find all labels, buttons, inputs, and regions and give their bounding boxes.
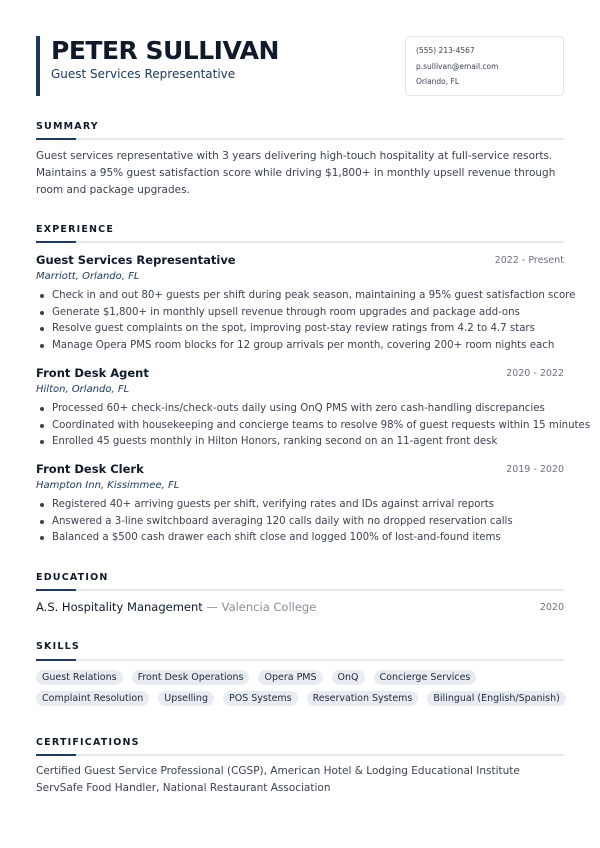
job-bullet: Balanced a $500 cash drawer each shift close and logged 100% of lost-and-found items [36,530,564,547]
skill-chip: Opera PMS [258,670,322,685]
section-title-certifications: CERTIFICATIONS [36,737,140,748]
contact-email: p.sullivan@email.com [416,62,499,71]
skill-chip: Bilingual (English/Spanish) [427,691,565,706]
header-accent-bar [36,36,40,96]
job-bullet: Resolve guest complaints on the spot, improving post-stay review ratings from 4.2 to 4.7 stars [36,321,564,338]
section-rule-accent [36,138,76,140]
job-bullet: Check in and out 80+ guests per shift during peak season, maintaining a 95% guest satisfaction score [36,288,564,305]
job-bullet: Coordinated with housekeeping and concierge teams to resolve 98% of guest requests within 15 minutes [36,418,564,435]
job-company: Hampton Inn, Kissimmee, FL [36,480,180,491]
job-bullet: Enrolled 45 guests monthly in Hilton Honors, ranking second on an 11-agent front desk [36,434,564,451]
job-company: Marriott, Orlando, FL [36,271,140,282]
section-rule [36,241,564,243]
section-rule-accent [36,241,76,243]
candidate-name: PETER SULLIVAN [51,36,279,65]
job-bullet: Manage Opera PMS room blocks for 12 group arrivals per month, covering 200+ room nights each [36,338,564,355]
section-title-experience: EXPERIENCE [36,224,115,235]
skill-chip: Concierge Services [374,670,477,685]
job-dates: 2022 - Present [494,255,564,266]
section-title-education: EDUCATION [36,572,109,583]
job-dates: 2019 - 2020 [506,464,564,475]
job-title: Guest Services Representative [36,253,236,267]
education-year: 2020 [539,602,564,613]
contact-box [405,36,564,96]
summary-text: Guest services representative with 3 years delivering high-touch hospitality at full-service resorts. Maintains a 95% guest satisfaction score while driving $1,800+ in monthly upsell revenue through room and package upgrades. [36,150,556,196]
skill-chip: POS Systems [223,691,298,706]
skills-row [36,691,566,706]
job-company: Hilton, Orlando, FL [36,384,130,395]
skills-list [36,670,566,712]
section-rule [36,754,564,756]
job-bullet: Answered a 3-line switchboard averaging 120 calls daily with no dropped reservation calls [36,514,564,531]
candidate-role: Guest Services Representative [51,67,236,81]
section-rule-accent [36,659,76,661]
education-school: — Valencia College [202,600,317,614]
skill-chip: OnQ [332,670,365,685]
job-bullet: Registered 40+ arriving guests per shift, verifying rates and IDs against arrival reports [36,497,564,514]
job-bullet: Generate $1,800+ in monthly upsell revenue through room upgrades and package add-ons [36,305,564,322]
education-degree: A.S. Hospitality Management [36,600,203,614]
job-bullets [36,497,564,547]
skill-chip: Front Desk Operations [132,670,250,685]
skill-chip: Complaint Resolution [36,691,149,706]
skills-row [36,670,566,685]
section-rule-accent [36,589,76,591]
job-bullet: Processed 60+ check-ins/check-outs daily using OnQ PMS with zero cash-handling discrepancies [36,401,564,418]
contact-phone: (555) 213-4567 [416,46,475,55]
education-entry [36,600,316,614]
skill-chip: Upselling [158,691,214,706]
job-title: Front Desk Agent [36,366,149,380]
section-title-skills: SKILLS [36,641,80,652]
job-bullets [36,288,576,355]
section-title-summary: SUMMARY [36,121,99,132]
skill-chip: Reservation Systems [307,691,419,706]
resume-header [36,36,564,96]
job-dates: 2020 - 2022 [506,368,564,379]
skill-chip: Guest Relations [36,670,123,685]
job-title: Front Desk Clerk [36,462,144,476]
certification-item: ServSafe Food Handler, National Restaurant Association [36,782,331,794]
section-rule [36,138,564,140]
job-bullets [36,401,591,451]
certification-item: Certified Guest Service Professional (CGSP), American Hotel & Lodging Educational Institute [36,765,520,777]
section-rule [36,589,564,591]
section-rule [36,659,564,661]
contact-location: Orlando, FL [416,77,460,86]
section-rule-accent [36,754,76,756]
